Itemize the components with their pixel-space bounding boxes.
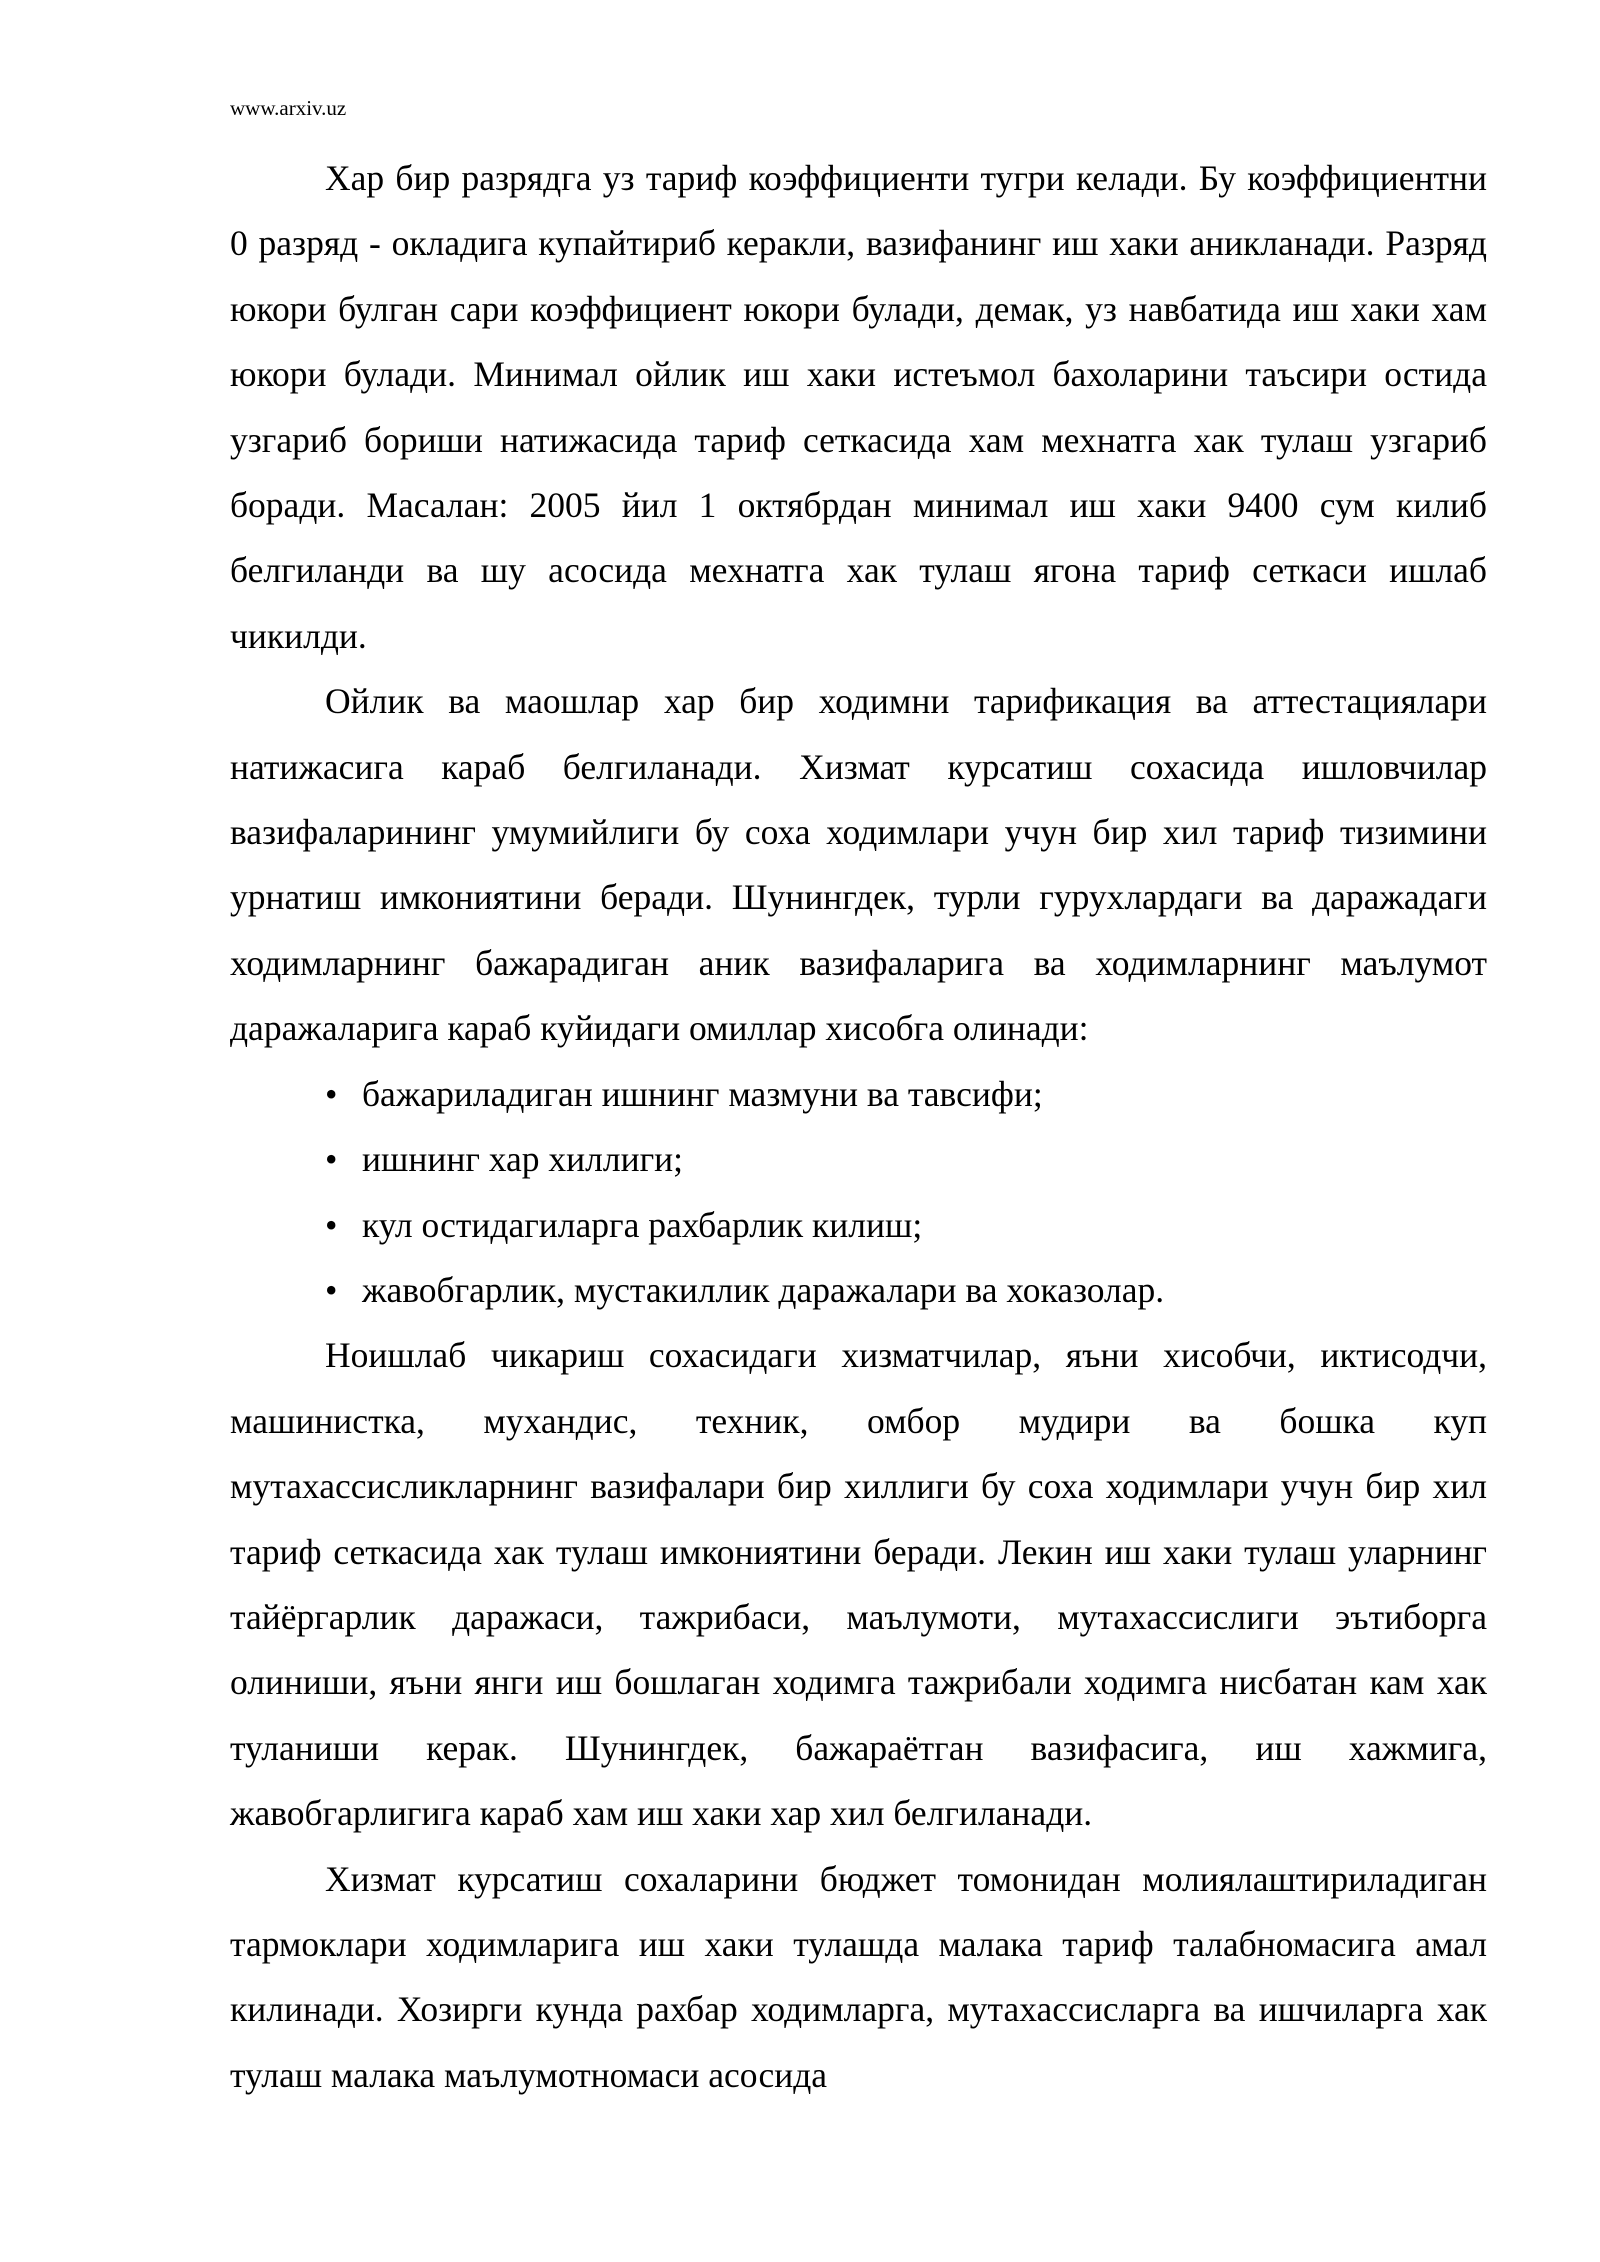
bullet-icon: • (325, 1269, 338, 1310)
list-item-text: бажариладиган ишнинг мазмуни ва тавсифи; (362, 1073, 1043, 1114)
list-item (230, 1193, 1487, 1258)
paragraph-nonproduction: Ноишлаб чикариш сохасидаги хизматчилар, яъни хисобчи, иктисодчи, машинистка, мухандис, техник, омбор мудири ва бошка куп мутахассисликларнинг вазифалари бир хиллиги бу соха ходимлари учун бир хил тариф сеткасида хак тулаш имкониятини беради. Лекин иш хаки тулаш уларнинг тайёргарлик даражаси, тажрибаси, маълумоти, мутахассислиги эътиборга олиниши, яъни янги иш бошлаган ходимга тажрибали ходимга нисбатан кам хак туланиши керак. Шунингдек, бажараётган вазифасига, иш хажмига, жавобгарлигига караб хам иш хаки хар хил белгиланади. (230, 1335, 1487, 1834)
bullet-icon: • (325, 1139, 338, 1180)
paragraph-tariff-coefficient: Хар бир разрядга уз тариф коэффициенти тугри келади. Бу коэффициентни 0 разряд - окладига купайтириб керакли, вазифанинг иш хаки аникланади. Разряд юкори булган сари коэффициент юкори булади, демак, уз навбатида иш хаки хам юкори булади. Минимал ойлик иш хаки истеъмол бахоларини таъсири остида узгариб бориши натижасида тариф сеткасида хам мехнатга хак тулаш узгариб боради. Масалан: 2005 йил 1 октябрдан минимал иш хаки 9400 сум килиб белгиланди ва шу асосида мехнатга хак тулаш ягона тариф сеткаси ишлаб чикилди. (230, 158, 1487, 656)
site-url: www.arxiv.uz (230, 96, 347, 120)
paragraph-budget-services: Хизмат курсатиш сохаларини бюджет томонидан молиялаштириладиган тармоклари ходимларига иш хаки тулашда малака тариф талабномасига амал килинади. Хозирги кунда рахбар ходимларга, мутахассисларга ва ишчиларга хак тулаш малака маълумотномаси асосида (230, 1858, 1487, 2095)
list-item (230, 1062, 1487, 1127)
list-item (230, 1127, 1487, 1192)
factors-list (230, 1062, 1487, 1324)
list-item-text: жавобгарлик, мустакиллик даражалари ва хоказолар. (362, 1269, 1165, 1310)
bullet-icon: • (325, 1204, 338, 1245)
paragraph-salaries: Ойлик ва маошлар хар бир ходимни тарификация ва аттестациялари натижасига караб белгиланади. Хизмат курсатиш сохасида ишловчилар вазифаларининг умумийлиги бу соха ходимлари учун бир хил тариф тизимини урнатиш имкониятини беради. Шунингдек, турли гурухлардаги ва даражадаги ходимларнинг бажарадиган аник вазифаларига ва ходимларнинг маълумот даражаларига караб куйидаги омиллар хисобга олинади: (230, 681, 1487, 1049)
list-item-text: кул остидагиларга рахбарлик килиш; (362, 1204, 923, 1245)
bullet-icon: • (325, 1073, 338, 1114)
list-item (230, 1258, 1487, 1323)
document-body (230, 146, 1487, 2108)
list-item-text: ишнинг хар хиллиги; (362, 1139, 684, 1180)
